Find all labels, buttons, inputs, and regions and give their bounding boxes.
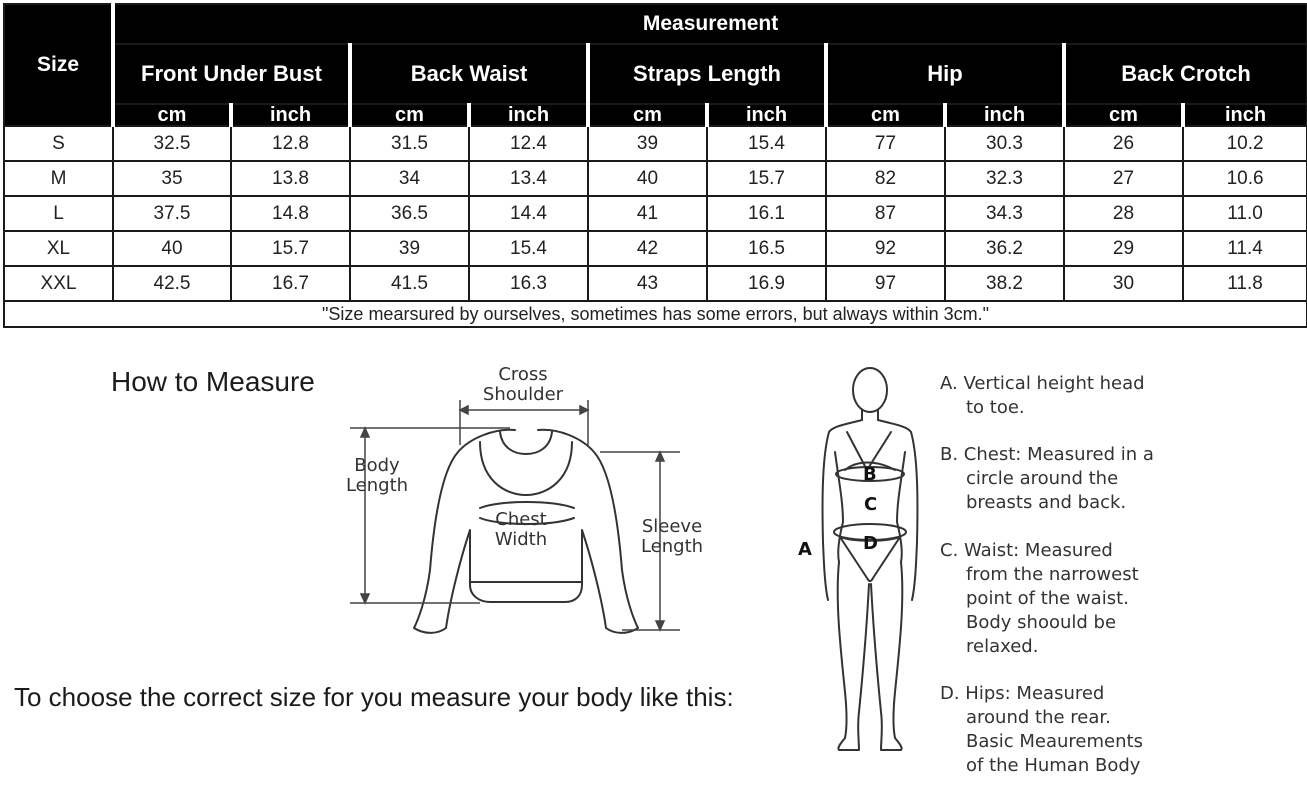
- size-cell: XXL: [4, 266, 113, 301]
- value-cell: 34: [350, 161, 469, 196]
- value-cell: 37.5: [113, 196, 231, 231]
- value-cell: 15.4: [469, 231, 588, 266]
- table-row: [4, 196, 1307, 231]
- size-header: Size: [4, 4, 113, 126]
- value-cell: 77: [826, 126, 945, 161]
- value-cell: 41.5: [350, 266, 469, 301]
- table-row: [4, 126, 1307, 161]
- figure-letter-b: B: [863, 464, 877, 485]
- head-outline: [853, 368, 887, 412]
- value-cell: 16.9: [707, 266, 826, 301]
- column-back-waist: Back Waist: [350, 44, 588, 104]
- unit-cm: cm: [1064, 104, 1183, 126]
- value-cell: 11.4: [1183, 231, 1307, 266]
- value-cell: 38.2: [945, 266, 1064, 301]
- table-row: [4, 231, 1307, 266]
- value-cell: 27: [1064, 161, 1183, 196]
- value-cell: 10.6: [1183, 161, 1307, 196]
- unit-inch: inch: [707, 104, 826, 126]
- value-cell: 30: [1064, 266, 1183, 301]
- body-length-label: Body Length: [345, 455, 409, 496]
- value-cell: 41: [588, 196, 707, 231]
- size-chart-table: [3, 3, 1307, 328]
- value-cell: 15.7: [231, 231, 350, 266]
- unit-cm: cm: [113, 104, 231, 126]
- table-row: [4, 161, 1307, 196]
- chest-width-label: Chest Width: [494, 509, 548, 550]
- value-cell: 36.2: [945, 231, 1064, 266]
- sleeve-length-label: Sleeve Length: [640, 516, 704, 557]
- size-cell: XL: [4, 231, 113, 266]
- value-cell: 16.3: [469, 266, 588, 301]
- value-cell: 11.0: [1183, 196, 1307, 231]
- unit-inch: inch: [231, 104, 350, 126]
- body-figure-diagram: [795, 362, 935, 760]
- unit-inch: inch: [1183, 104, 1307, 126]
- value-cell: 11.8: [1183, 266, 1307, 301]
- value-cell: 14.8: [231, 196, 350, 231]
- value-cell: 40: [588, 161, 707, 196]
- size-note: "Size mearsured by ourselves, sometimes has some errors, but always within 3cm.": [4, 301, 1307, 327]
- size-cell: M: [4, 161, 113, 196]
- figure-letter-c: C: [864, 494, 878, 515]
- unit-cm: cm: [588, 104, 707, 126]
- value-cell: 12.8: [231, 126, 350, 161]
- column-back-crotch: Back Crotch: [1064, 44, 1307, 104]
- cross-shoulder-label: Cross Shoulder: [482, 364, 564, 405]
- value-cell: 35: [113, 161, 231, 196]
- value-cell: 10.2: [1183, 126, 1307, 161]
- choose-size-instruction: To choose the correct size for you measure your body like this:: [14, 682, 734, 712]
- value-cell: 29: [1064, 231, 1183, 266]
- figure-letter-d: D: [863, 533, 878, 554]
- value-cell: 28: [1064, 196, 1183, 231]
- value-cell: 30.3: [945, 126, 1064, 161]
- value-cell: 40: [113, 231, 231, 266]
- value-cell: 16.5: [707, 231, 826, 266]
- measurement-title: Measurement: [113, 4, 1307, 44]
- legend-item-d: D. Hips: Measured around the rear. Basic Meaurements of the Human Body: [940, 683, 1143, 776]
- value-cell: 14.4: [469, 196, 588, 231]
- size-cell: L: [4, 196, 113, 231]
- legend-item-a: A. Vertical height head to toe.: [940, 373, 1145, 418]
- value-cell: 42: [588, 231, 707, 266]
- value-cell: 97: [826, 266, 945, 301]
- value-cell: 12.4: [469, 126, 588, 161]
- column-hip: Hip: [826, 44, 1064, 104]
- value-cell: 36.5: [350, 196, 469, 231]
- how-to-measure-heading: How to Measure: [111, 366, 315, 397]
- value-cell: 32.5: [113, 126, 231, 161]
- value-cell: 39: [350, 231, 469, 266]
- size-cell: S: [4, 126, 113, 161]
- value-cell: 92: [826, 231, 945, 266]
- column-front-under-bust: Front Under Bust: [113, 44, 350, 104]
- value-cell: 39: [588, 126, 707, 161]
- value-cell: 16.7: [231, 266, 350, 301]
- value-cell: 87: [826, 196, 945, 231]
- value-cell: 26: [1064, 126, 1183, 161]
- table-row: [4, 266, 1307, 301]
- value-cell: 15.7: [707, 161, 826, 196]
- value-cell: 13.8: [231, 161, 350, 196]
- value-cell: 42.5: [113, 266, 231, 301]
- value-cell: 43: [588, 266, 707, 301]
- column-straps-length: Straps Length: [588, 44, 826, 104]
- legend-item-b: B. Chest: Measured in a circle around the breasts and back.: [940, 444, 1154, 513]
- unit-cm: cm: [826, 104, 945, 126]
- value-cell: 82: [826, 161, 945, 196]
- value-cell: 32.3: [945, 161, 1064, 196]
- value-cell: 13.4: [469, 161, 588, 196]
- value-cell: 16.1: [707, 196, 826, 231]
- legend-item-c: C. Waist: Measured from the narrowest point of the waist. Body shoould be relaxed.: [940, 540, 1139, 657]
- value-cell: 15.4: [707, 126, 826, 161]
- value-cell: 31.5: [350, 126, 469, 161]
- value-cell: 34.3: [945, 196, 1064, 231]
- unit-inch: inch: [945, 104, 1064, 126]
- unit-cm: cm: [350, 104, 469, 126]
- figure-letter-a: A: [798, 539, 812, 560]
- unit-inch: inch: [469, 104, 588, 126]
